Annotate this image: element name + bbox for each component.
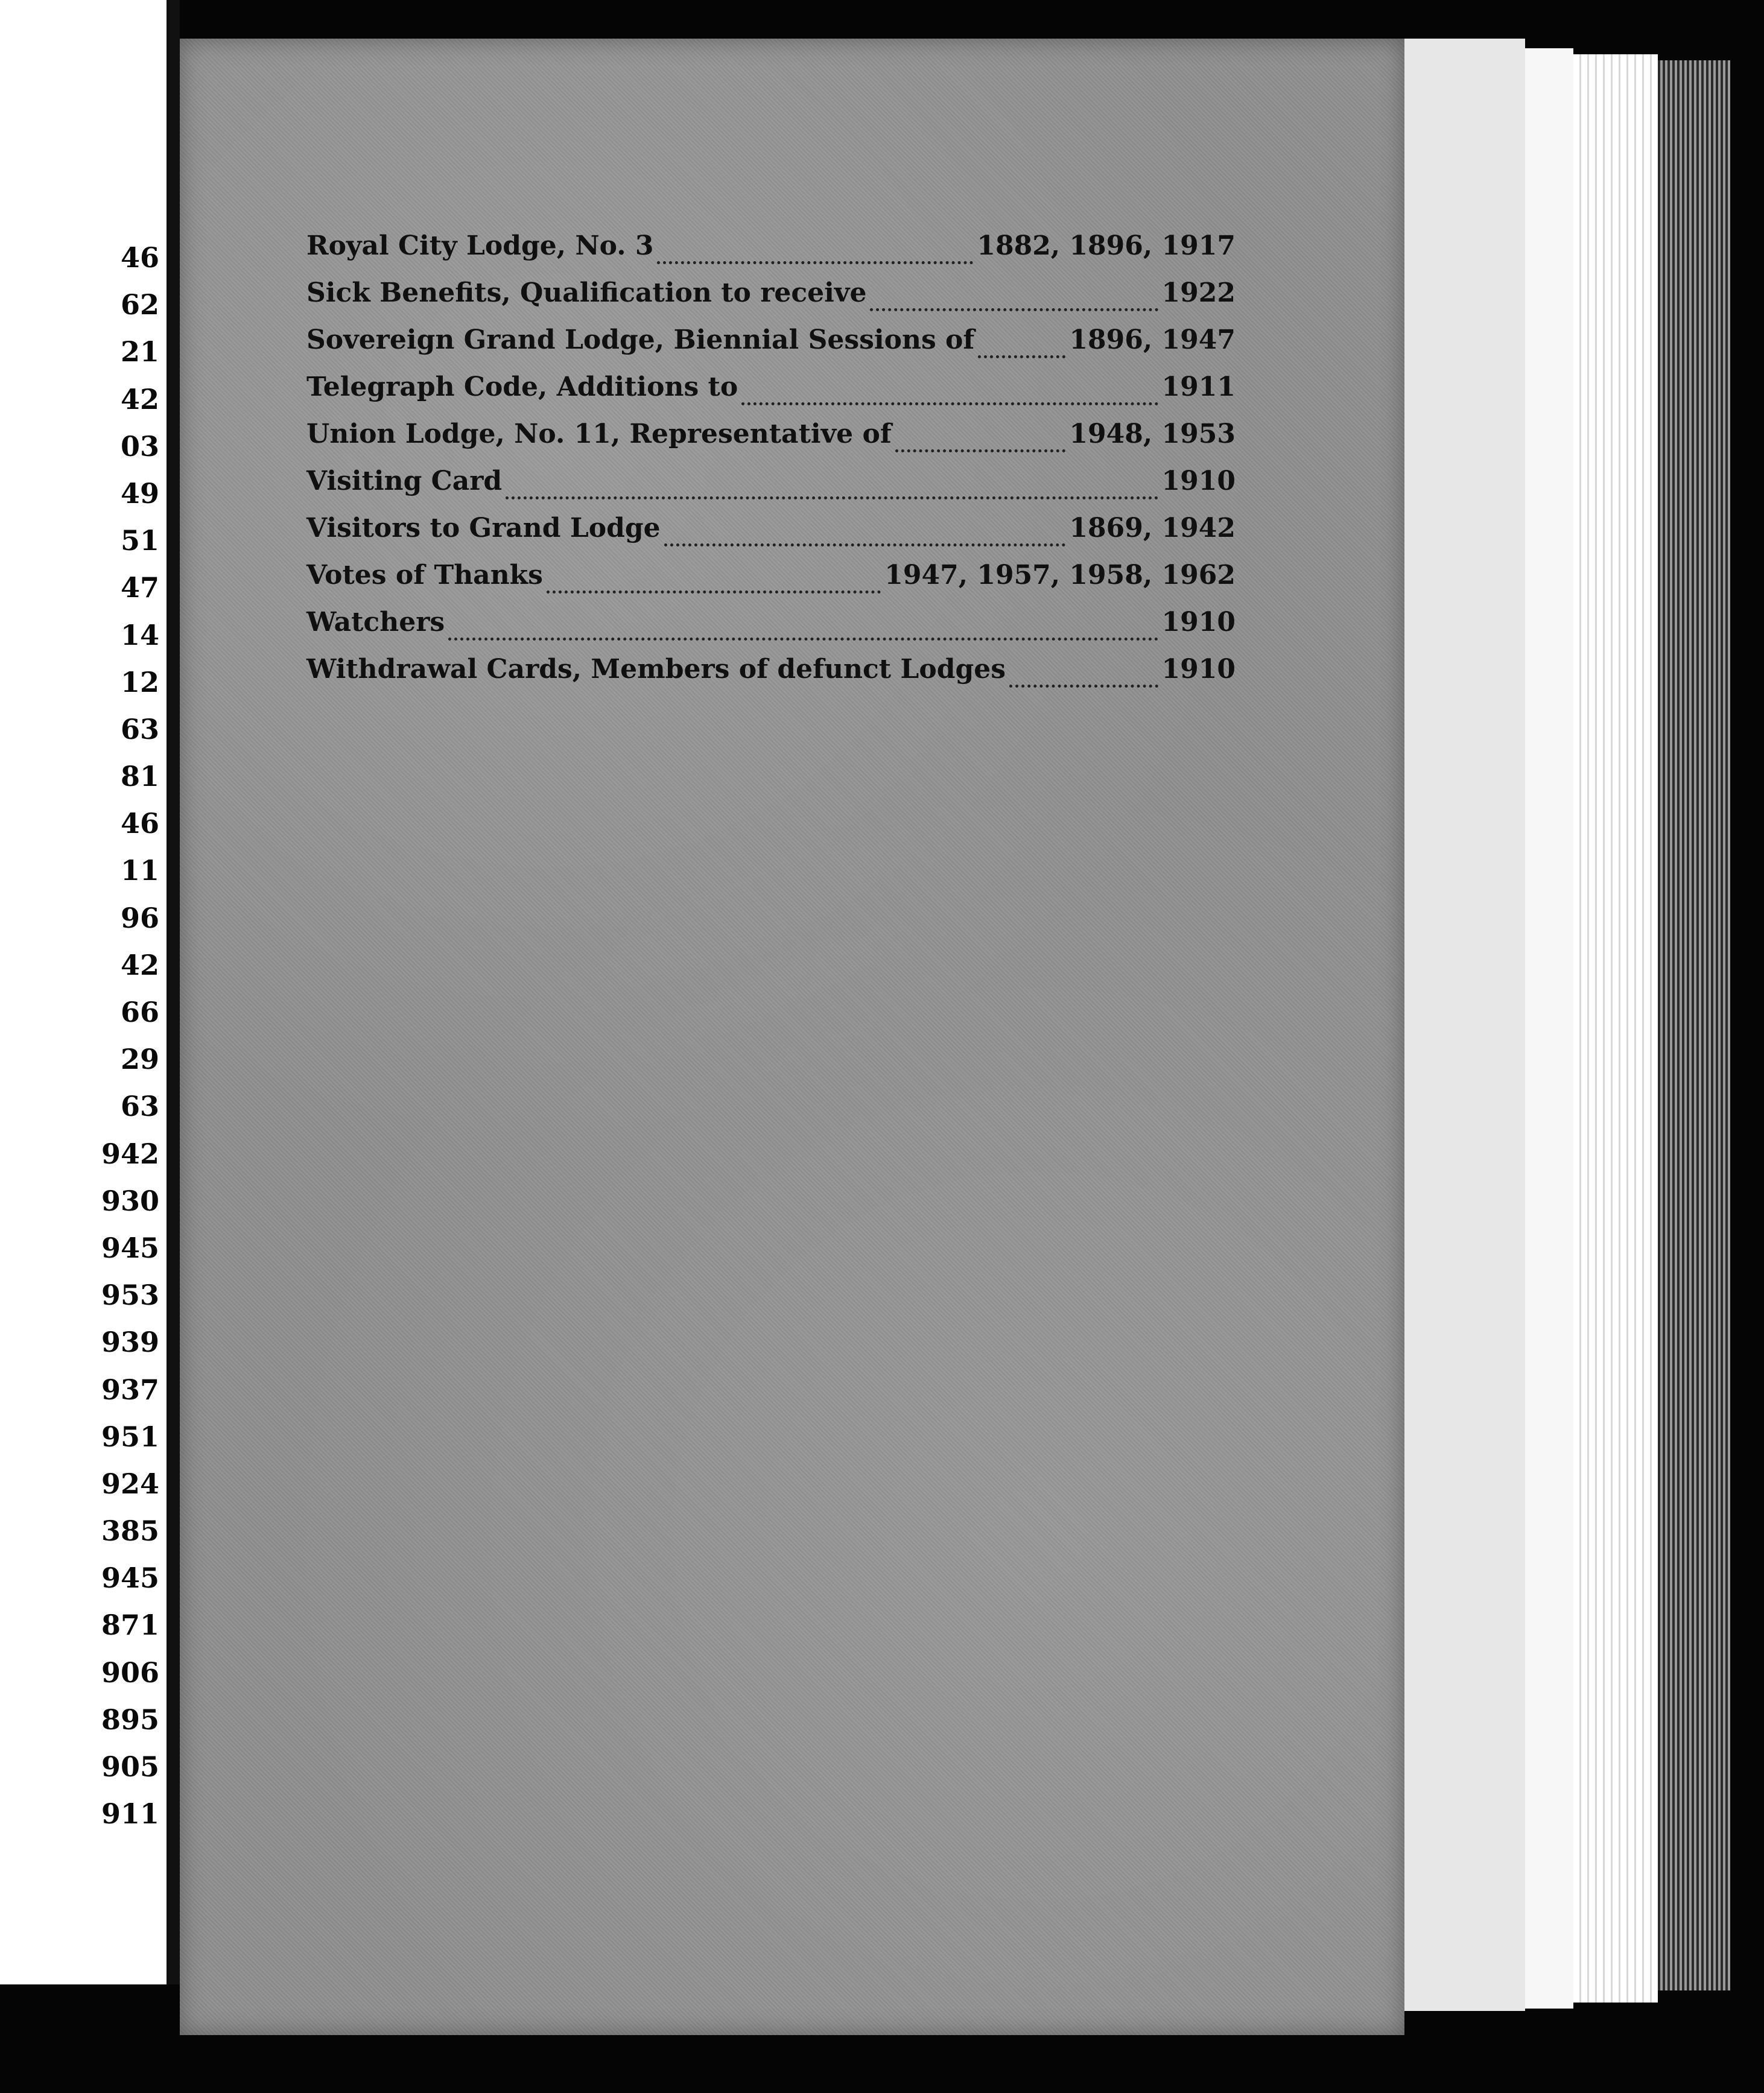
entry-term: Union Lodge, No. 11, Representative of — [306, 419, 892, 449]
page-number: 62 — [120, 288, 159, 321]
entry-term: Telegraph Code, Additions to — [306, 372, 738, 402]
entry-term: Visitors to Grand Lodge — [306, 513, 661, 543]
page-number: 14 — [120, 618, 159, 651]
dot-leader — [657, 261, 973, 264]
entry-term: Royal City Lodge, No. 3 — [306, 230, 654, 261]
page-number: 42 — [120, 948, 159, 981]
page-fore-edge — [1525, 48, 1573, 2009]
entry-pages: 1948, 1953 — [1069, 419, 1236, 449]
page-number: 385 — [101, 1515, 159, 1548]
index-entry — [306, 513, 1236, 560]
entry-term: Votes of Thanks — [306, 560, 543, 591]
page-number: 11 — [120, 854, 159, 887]
dot-leader — [506, 496, 1158, 499]
page-number: 47 — [120, 571, 159, 604]
page-stack-edge — [1658, 60, 1730, 1990]
entry-pages: 1896, 1947 — [1069, 325, 1236, 355]
index-entry — [306, 607, 1236, 654]
page-number: 03 — [120, 429, 159, 463]
page-number: 911 — [101, 1797, 159, 1831]
book-gutter — [167, 0, 180, 1984]
page-number: 51 — [120, 524, 159, 557]
page-number: 49 — [120, 477, 159, 510]
page-number: 42 — [120, 382, 159, 416]
dot-leader — [741, 402, 1158, 405]
index-list — [306, 230, 1236, 701]
entry-pages: 1922 — [1161, 277, 1236, 308]
index-entry — [306, 560, 1236, 607]
entry-pages: 1947, 1957, 1958, 1962 — [884, 560, 1236, 591]
index-entry — [306, 654, 1236, 701]
page-number: 46 — [120, 807, 159, 840]
index-page — [180, 39, 1404, 2035]
entry-pages: 1882, 1896, 1917 — [977, 230, 1236, 261]
dot-leader — [448, 637, 1158, 641]
entry-term: Watchers — [306, 607, 445, 638]
page-number: 63 — [120, 712, 159, 746]
page-number: 12 — [120, 665, 159, 698]
dot-leader — [895, 449, 1066, 452]
index-entry — [306, 230, 1236, 277]
entry-term: Visiting Card — [306, 466, 503, 496]
dot-leader — [664, 543, 1066, 546]
page-number: 905 — [101, 1750, 159, 1783]
entry-pages: 1910 — [1161, 654, 1236, 685]
page-number: 871 — [101, 1609, 159, 1642]
page-number: 945 — [101, 1231, 159, 1264]
dot-leader — [1009, 684, 1158, 688]
dot-leader — [978, 355, 1065, 358]
left-page-numbers — [101, 234, 159, 1837]
entry-pages: 1911 — [1161, 372, 1236, 402]
dot-leader — [547, 590, 881, 594]
page-number: 81 — [120, 760, 159, 793]
page-number: 953 — [101, 1279, 159, 1312]
index-entry — [306, 277, 1236, 325]
page-number: 939 — [101, 1326, 159, 1359]
page-number: 96 — [120, 901, 159, 934]
entry-term: Sovereign Grand Lodge, Biennial Sessions of — [306, 325, 975, 355]
page-number: 937 — [101, 1373, 159, 1406]
entry-term: Withdrawal Cards, Members of defunct Lodges — [306, 654, 1006, 685]
index-entry — [306, 419, 1236, 466]
entry-term: Sick Benefits, Qualification to receive — [306, 277, 867, 308]
page-number: 895 — [101, 1703, 159, 1736]
entry-pages: 1910 — [1161, 466, 1236, 496]
page-fore-edge — [1404, 39, 1525, 2011]
page-number: 906 — [101, 1656, 159, 1689]
page-number: 951 — [101, 1420, 159, 1453]
entry-pages: 1910 — [1161, 607, 1236, 638]
entry-pages: 1869, 1942 — [1069, 513, 1236, 543]
index-entry — [306, 372, 1236, 419]
dot-leader — [870, 308, 1158, 311]
index-entry — [306, 466, 1236, 513]
page-number: 46 — [120, 241, 159, 274]
page-number: 942 — [101, 1137, 159, 1170]
page-number: 29 — [120, 1043, 159, 1076]
page-number: 945 — [101, 1562, 159, 1595]
page-number: 924 — [101, 1467, 159, 1500]
page-number: 930 — [101, 1184, 159, 1217]
page-number: 66 — [120, 996, 159, 1028]
page-number: 63 — [120, 1090, 159, 1123]
left-page-edge — [0, 0, 167, 1984]
page-stack-edge — [1573, 54, 1658, 2003]
page-number: 21 — [120, 335, 159, 369]
index-entry — [306, 325, 1236, 372]
